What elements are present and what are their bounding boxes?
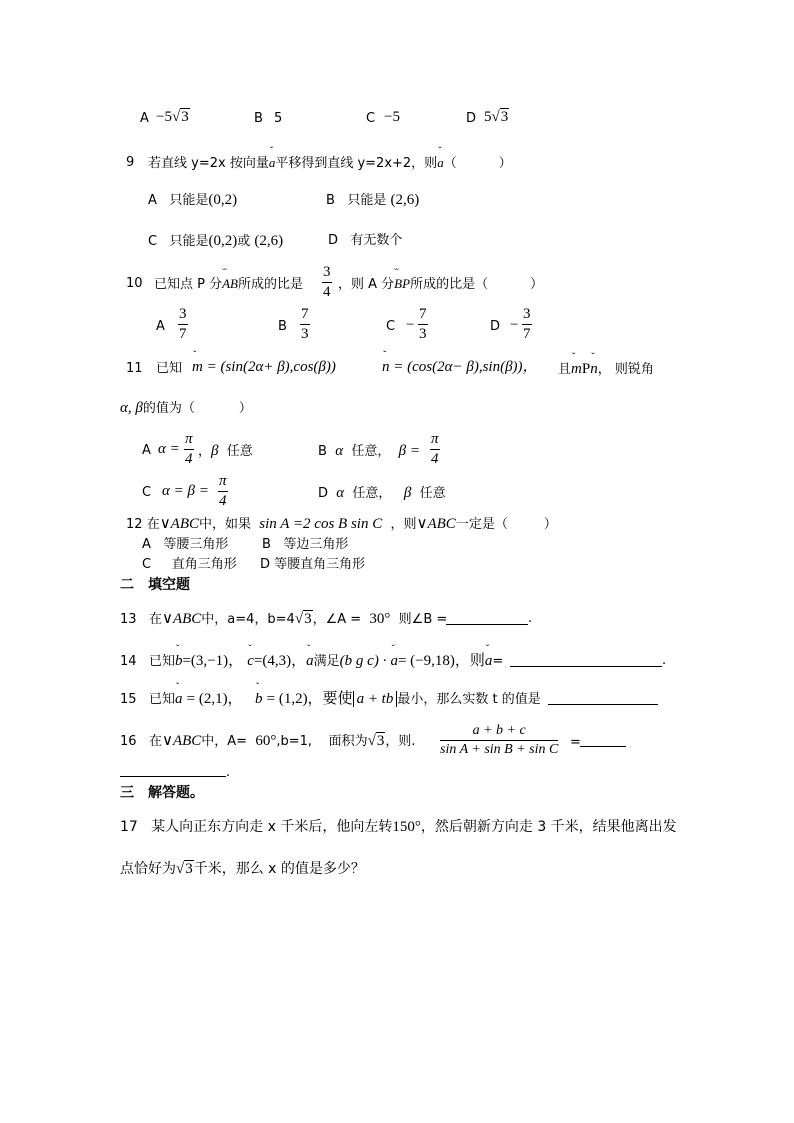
q12-option-b: B 等边三角形: [262, 537, 349, 552]
q9-option-a: A 只能是(0,2): [148, 192, 238, 208]
q9-option-b: B 只能是 (2,6): [326, 192, 420, 208]
q9-stem: 若直线 y=2x 按向量ˇ a平移得到直线 y=2x+2，则ˇ a（ ）: [148, 156, 512, 170]
q16-stem: 16 在∨ABC中，A= 60°,b=1, 面积为√3，则.: [120, 733, 416, 749]
q9-number: 9: [126, 155, 135, 170]
q13-stem: 13 在∨ABC中，a=4，b=4√3，∠A = 30° 则∠B =: [120, 611, 448, 627]
q11-vector-n: ˇ n = (cos(2α− β),sin(β))，: [382, 360, 538, 375]
q17-line-2: 点恰好为√3千米，那么 x 的值是多少？: [120, 861, 365, 877]
q10-option-d-value: $\frac{3}{7}$: [523, 306, 531, 342]
q11-option-c-lhs: α = β =: [162, 483, 209, 499]
q10-option-c-sign: −: [406, 317, 415, 333]
q11-option-d: D α 任意， β 任意: [318, 485, 446, 501]
q11-option-b: B α 任意， β =: [318, 443, 420, 459]
q10-option-b-value: $\frac{7}{3}$: [301, 306, 309, 342]
q10-option-d-label: D: [490, 319, 501, 334]
q10-option-a-label: A: [156, 319, 165, 334]
q12-option-c: C 直角三角形: [142, 557, 237, 572]
q10-option-c-value: $\frac{7}{3}$: [419, 306, 427, 342]
q9-option-d: D 有无数个: [328, 233, 403, 248]
q11-option-b-frac: $\frac{\pi}{4}$: [431, 431, 439, 467]
q10-stem-fraction: $\frac{3}{4}$: [323, 264, 331, 300]
q11-condition: 且ˇ mPˇ n， 则锐角: [558, 362, 654, 377]
q10-stem-part1: 已知点 P 分˘˘ AB所成的比是: [154, 277, 303, 291]
q16-equals: =: [570, 735, 581, 750]
q14-period: .: [662, 653, 667, 668]
q11-option-c-frac: $\frac{\pi}{4}$: [219, 473, 227, 509]
q10-option-d-sign: −: [510, 317, 519, 333]
q8-option-c-value: −5: [384, 109, 400, 125]
q9-option-c: C 只能是(0,2)或 (2,6): [148, 233, 284, 249]
q11-number: 11: [126, 361, 143, 376]
q8-option-d-label: D: [466, 111, 477, 126]
q10-option-b-label: B: [278, 319, 287, 334]
q11-option-a-rest: ，β 任意: [198, 443, 253, 459]
q14-stem: 14 已知ˇ b=(3,−1)， ˇ c=(4,3)，ˇ a满足(b g c) · ˇ a= (−9,18)，则ˇ a=: [120, 654, 503, 669]
q8-option-b-value: 5: [274, 111, 283, 126]
q17-line-1: 17 某人向正东方向走 x 千米后，他向左转150°，然后朝新方向走 3 千米，结果他离出发: [120, 819, 677, 835]
q8-option-b-label: B: [254, 111, 263, 126]
q8-option-d-value: 5√3: [484, 109, 509, 125]
q16-period: .: [226, 765, 231, 780]
q8-option-c-label: C: [366, 111, 376, 126]
q11-vector-m: ˇ m = (sin(2α+ β),cos(β)): [192, 360, 336, 375]
section-3-title: 三 解答题。: [120, 785, 204, 801]
q8-option-a-label: A: [140, 111, 149, 126]
q16-answer-blank-2[interactable]: [120, 776, 226, 777]
q11-text-1: 已知: [156, 361, 183, 376]
q10-option-a-value: $\frac{3}{7}$: [179, 306, 187, 342]
q12-option-a: A 等腰三角形: [142, 537, 229, 552]
q11-option-c-label: C: [142, 485, 152, 500]
q11-option-a-lhs: α =: [158, 441, 180, 457]
q13-answer-blank[interactable]: [446, 624, 528, 625]
q11-line-2: α, β的值为（ ）: [120, 400, 252, 416]
q14-answer-blank[interactable]: [510, 666, 662, 667]
q15-stem: 15 已知ˇ a = (2,1)， ˇ b = (1,2)，要使 a + tb 最小，那么实数 t 的值是: [120, 692, 541, 707]
q10-number: 10: [126, 276, 143, 291]
q16-fraction: $\frac{a + b + c}{\text{sin A + sin B + sin C}}$: [440, 723, 559, 757]
q10-option-c-label: C: [386, 319, 396, 334]
section-2-title: 二 填空题: [120, 577, 190, 593]
q12-option-d: D 等腰直角三角形: [260, 557, 366, 572]
q13-period: .: [528, 611, 533, 626]
q11-option-a-frac: $\frac{\pi}{4}$: [185, 431, 193, 467]
q12-stem: 12 在∨ABC中，如果 sin A =2 cos B sin C ，则∨ABC一定是（ ）: [126, 516, 557, 532]
q15-answer-blank[interactable]: [548, 704, 658, 705]
q11-option-a-label: A: [142, 443, 151, 458]
q10-stem-part2: ，则 A 分˘˘ BP所成的比是（ ）: [338, 277, 543, 291]
q16-answer-blank-1[interactable]: [580, 746, 626, 747]
q8-option-a-value: −5√3: [156, 109, 189, 125]
